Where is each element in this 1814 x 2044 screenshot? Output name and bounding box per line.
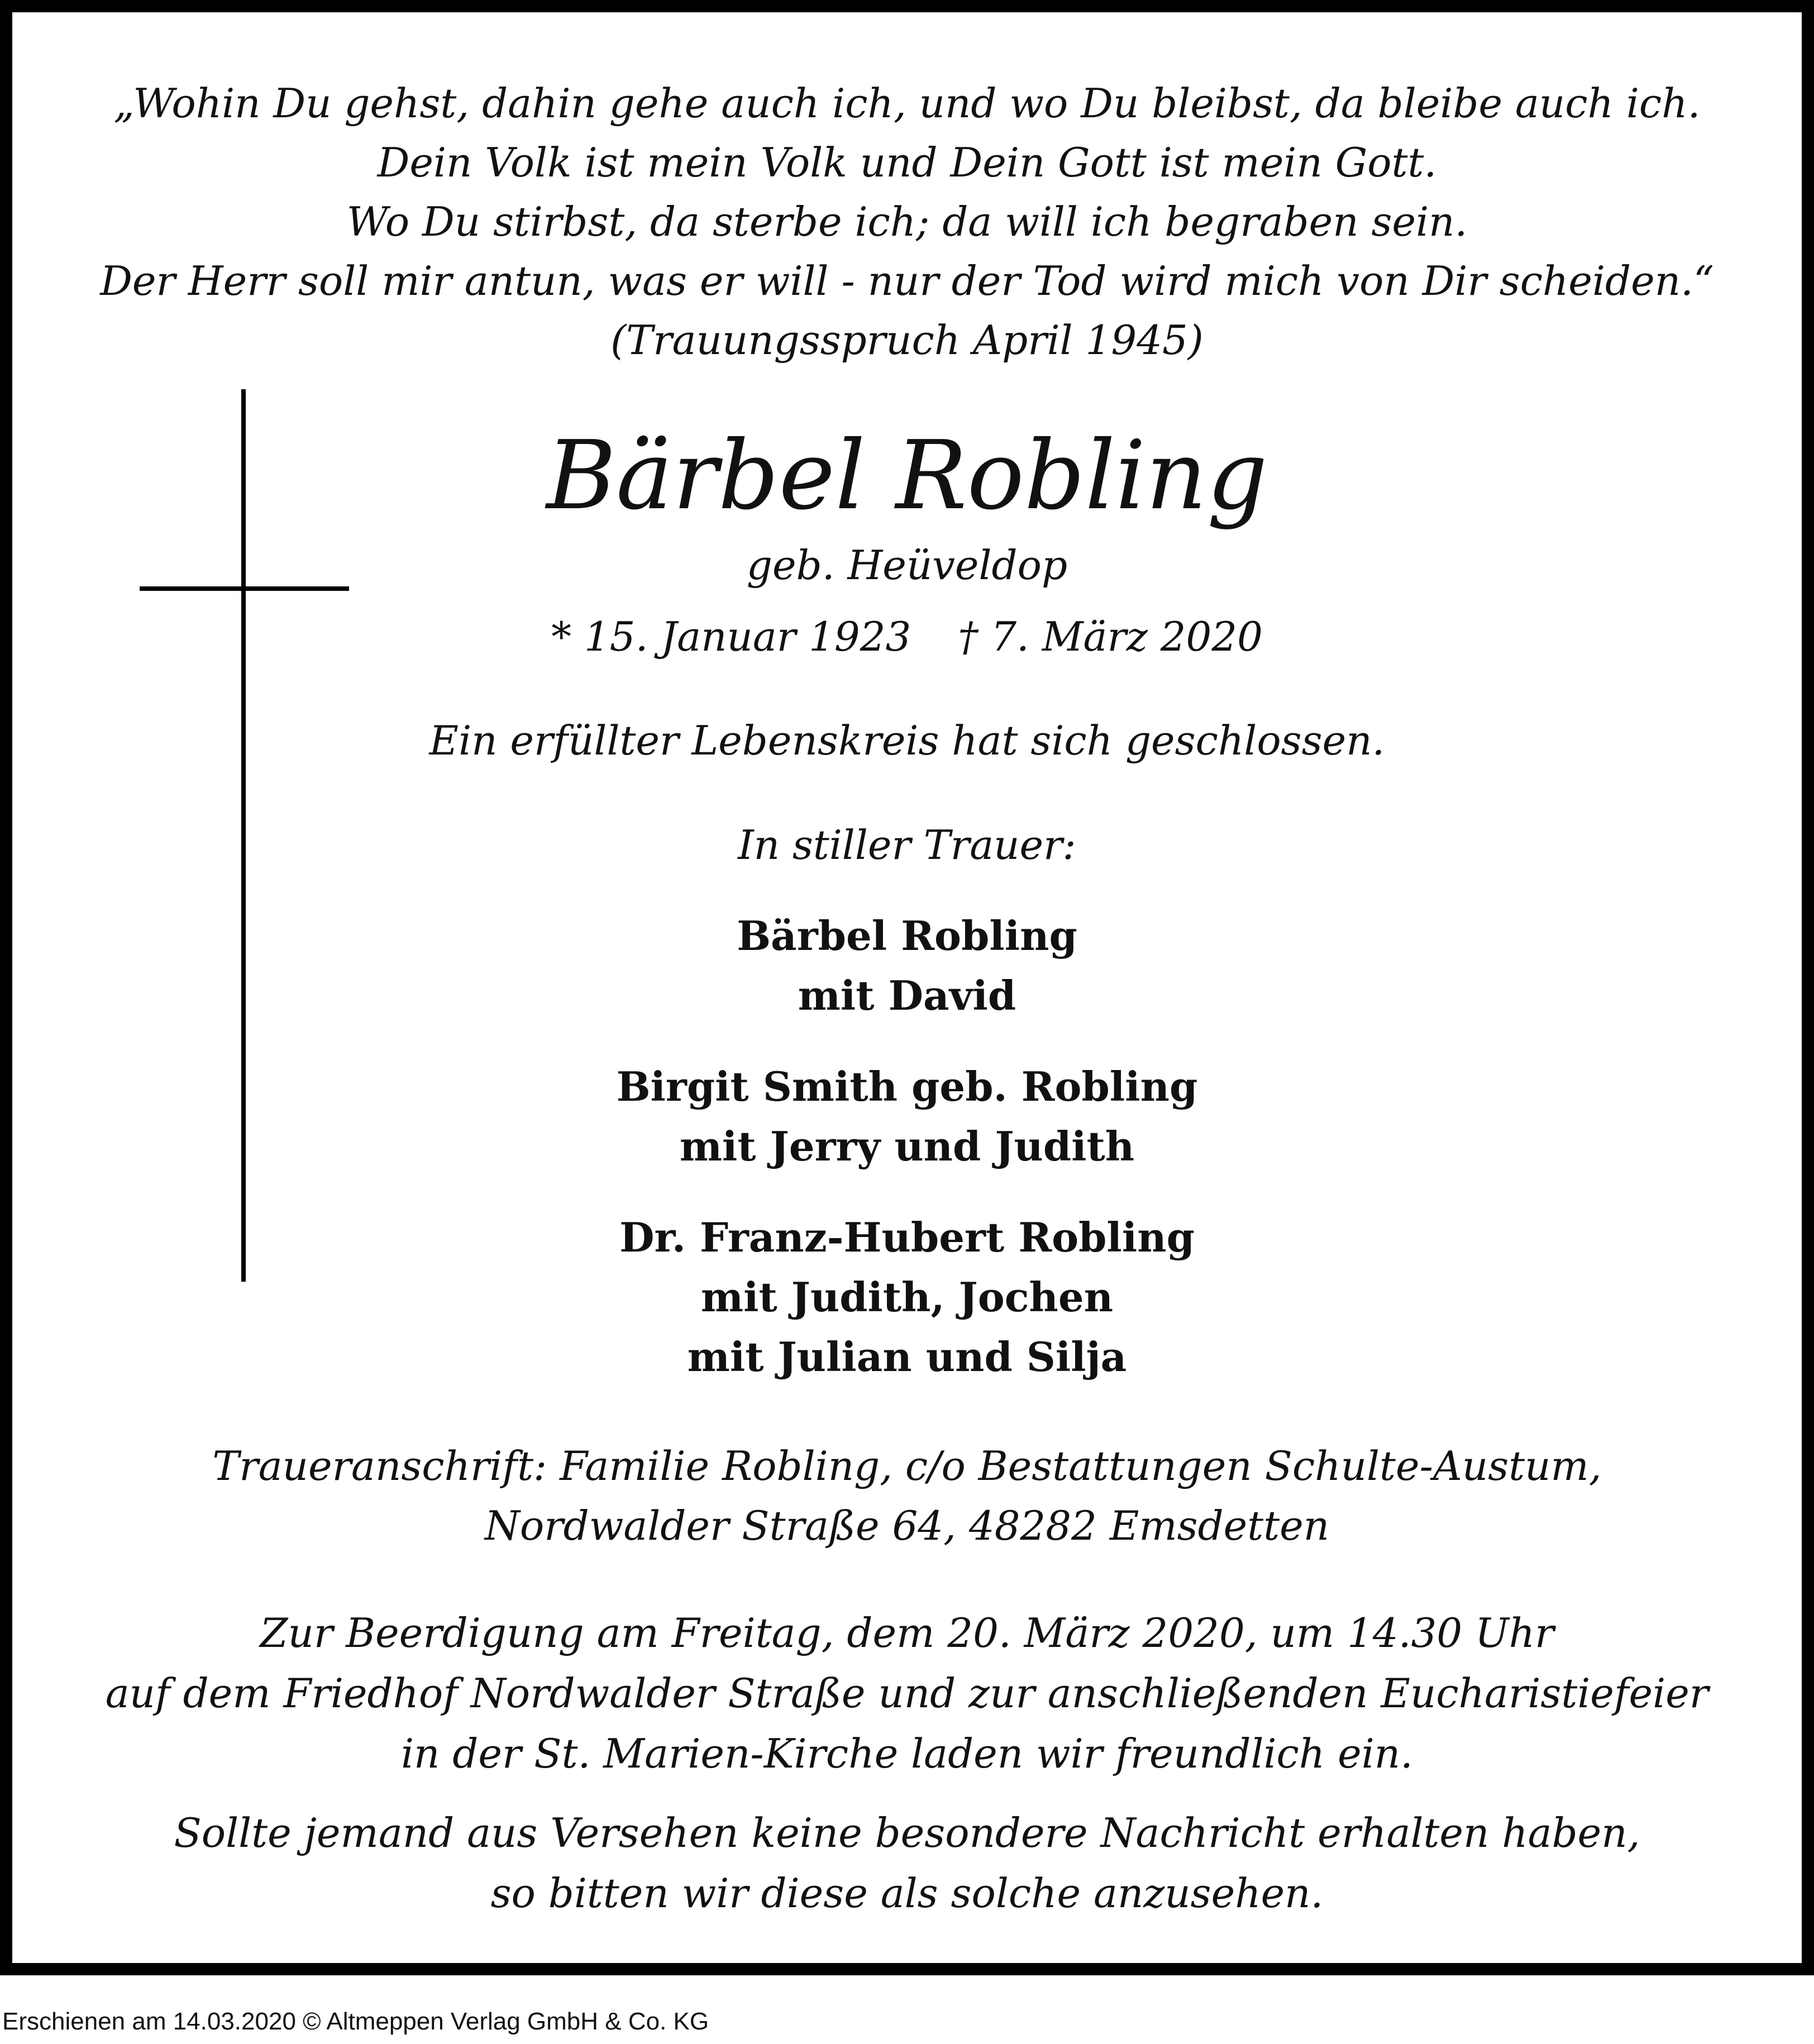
death-date: † 7. März 2020	[958, 613, 1263, 660]
publication-footer: Erschienen am 14.03.2020 © Altmeppen Verlag GmbH & Co. KG	[2, 2008, 709, 2035]
family-member-line: mit David	[798, 972, 1016, 1019]
funeral-invitation	[0, 1603, 1814, 1784]
memorial-message: Ein erfüllter Lebenskreis hat sich geschlossen.	[429, 717, 1385, 764]
family-member-line: mit Jerry und Judith	[679, 1123, 1135, 1170]
quote-line: Wo Du stirbst, da sterbe ich; da will ich begraben sein.	[346, 198, 1468, 245]
notice-line: so bitten wir diese als solche anzusehen.	[490, 1870, 1324, 1917]
quote-line: „Wohin Du gehst, dahin gehe auch ich, und wo Du bleibst, da bleibe auch ich.	[113, 80, 1701, 127]
birth-name: geb. Heüveldop	[746, 542, 1068, 589]
mourning-address	[0, 1436, 1814, 1556]
notice-line: Sollte jemand aus Versehen keine besondere Nachricht erhalten haben,	[174, 1809, 1640, 1856]
funeral-line: in der St. Marien-Kirche laden wir freundlich ein.	[400, 1730, 1414, 1777]
mourners-label: In stiller Trauer:	[738, 822, 1076, 868]
address-line: Traueranschrift: Familie Robling, c/o Bestattungen Schulte-Austum,	[212, 1443, 1602, 1489]
quote-line: Der Herr soll mir antun, was er will - nur der Tod wird mich von Dir scheiden.“	[100, 257, 1714, 304]
life-dates	[0, 609, 1814, 665]
family-member-line: mit Judith, Jochen	[700, 1273, 1114, 1321]
birth-date: * 15. Januar 1923	[551, 613, 911, 660]
family-group	[0, 906, 1814, 1025]
funeral-line: auf dem Friedhof Nordwalder Straße und zur anschließenden Eucharistiefeier	[105, 1670, 1709, 1717]
quote-line: Dein Volk ist mein Volk und Dein Gott ist mein Gott.	[377, 139, 1437, 186]
address-line: Nordwalder Straße 64, 48282 Emsdetten	[484, 1502, 1330, 1549]
funeral-line: Zur Beerdigung am Freitag, dem 20. März 2020, um 14.30 Uhr	[260, 1610, 1554, 1656]
family-group	[0, 1057, 1814, 1176]
family-group	[0, 1207, 1814, 1387]
family-member-line: mit Julian und Silja	[687, 1333, 1127, 1381]
family-member-line: Dr. Franz-Hubert Robling	[619, 1214, 1195, 1261]
wedding-quote	[0, 74, 1814, 370]
quote-source: (Trauungsspruch April 1945)	[610, 317, 1204, 364]
deceased-name: Bärbel Robling	[546, 421, 1268, 531]
family-member-line: Birgit Smith geb. Robling	[616, 1063, 1198, 1110]
family-member-line: Bärbel Robling	[737, 912, 1077, 959]
notification-notice	[0, 1803, 1814, 1923]
